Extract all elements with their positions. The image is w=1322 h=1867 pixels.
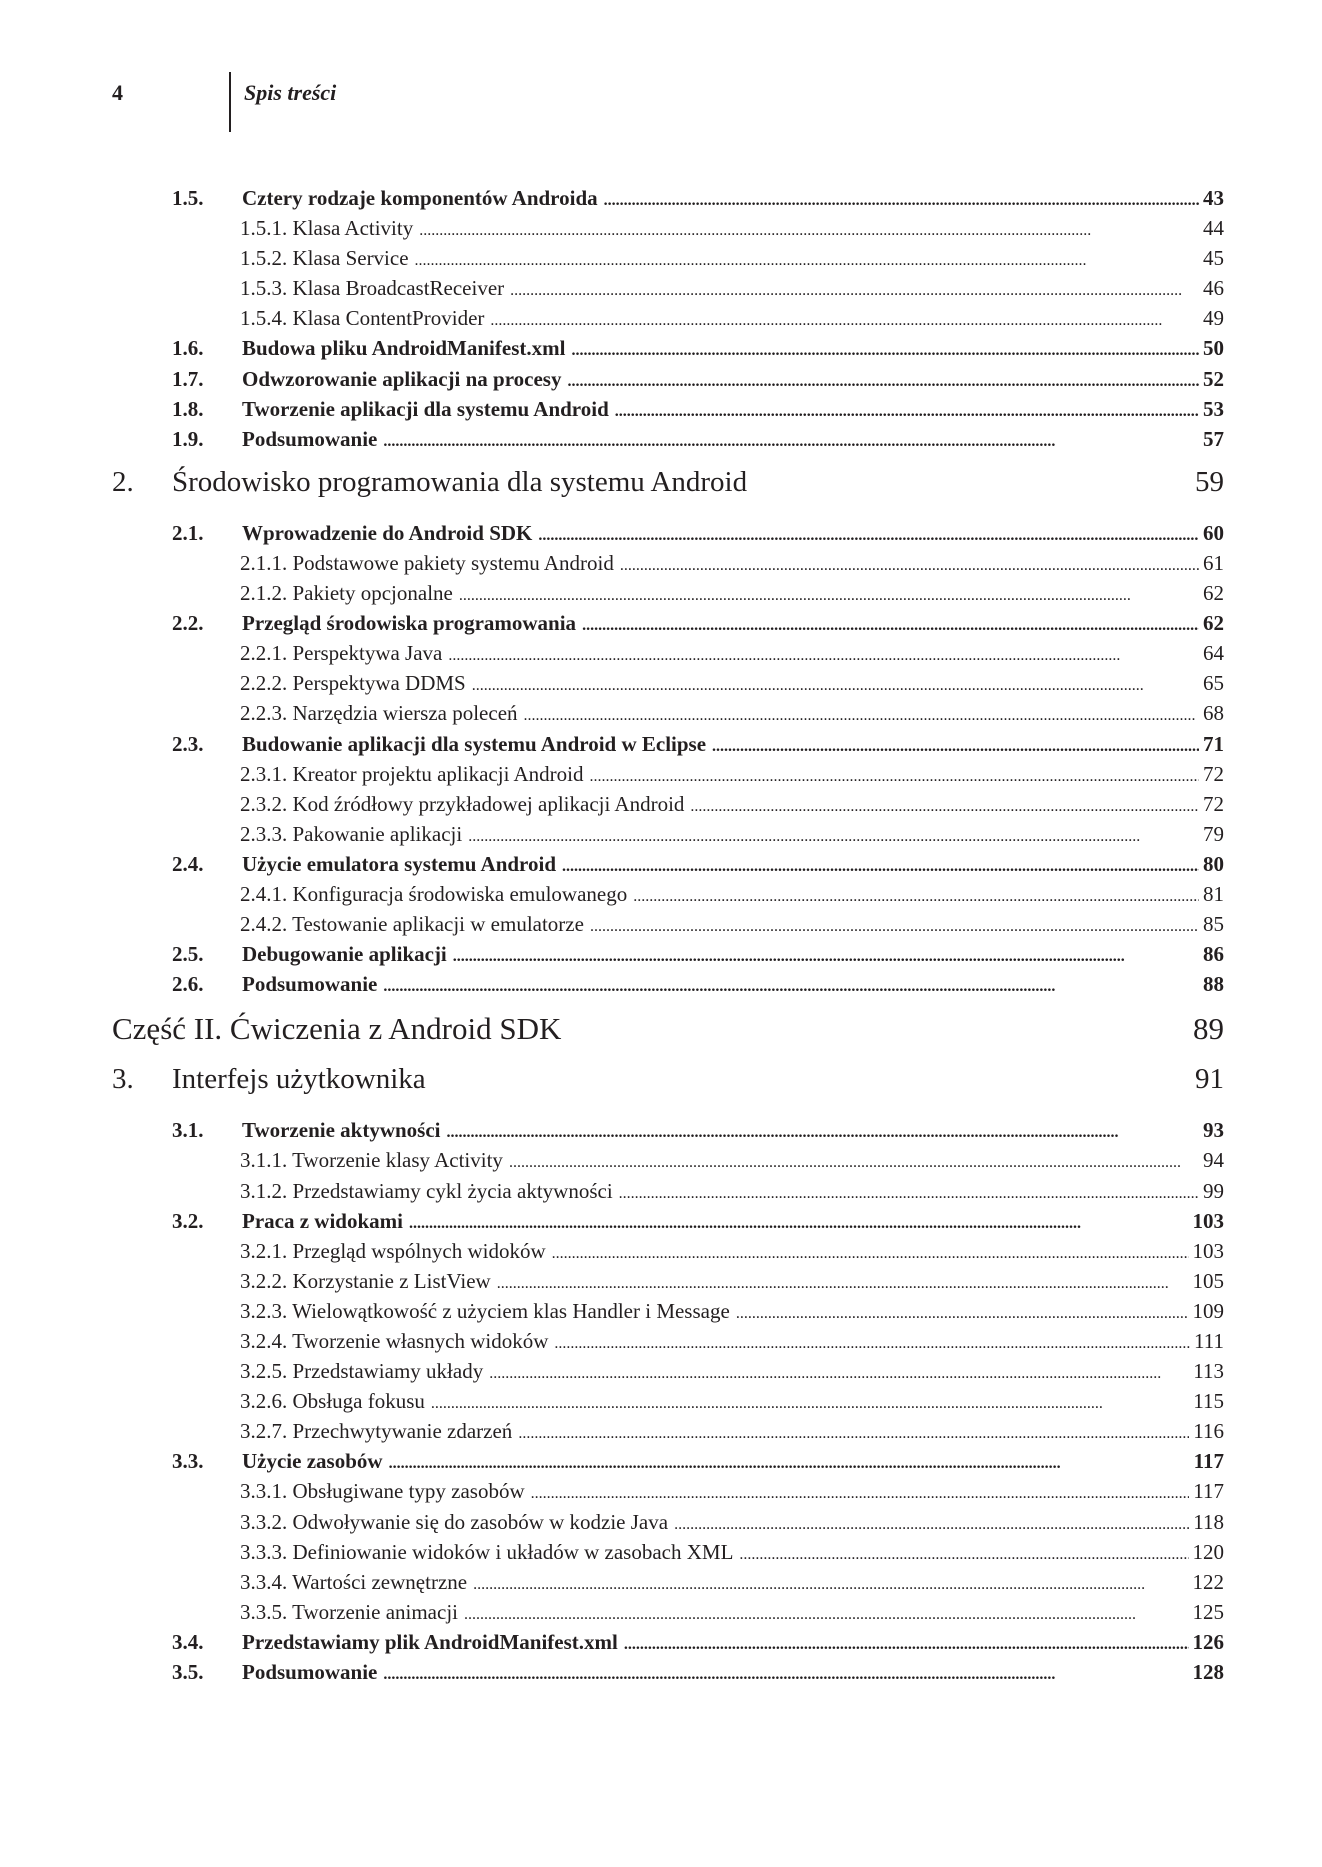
entry-leader-line xyxy=(242,333,1224,366)
section-number: 1.9. xyxy=(172,426,204,451)
entry-title: Odwzorowanie aplikacji na procesy xyxy=(242,364,567,394)
page-number: 4 xyxy=(112,80,123,105)
entry-title: Budowanie aplikacji dla systemu Android w Eclipse xyxy=(242,729,712,759)
entry-page-number: 103 xyxy=(1192,1238,1224,1263)
toc-section-entry[interactable] xyxy=(0,1115,1322,1145)
entry-title: 2.2.2. Perspektywa DDMS xyxy=(240,668,472,698)
toc-subsection-entry[interactable] xyxy=(0,668,1322,698)
entry-page-number: 103 xyxy=(1192,1208,1224,1233)
section-number: 2.5. xyxy=(172,942,204,967)
entry-title: 2.3.1. Kreator projektu aplikacji Android xyxy=(240,759,590,789)
entry-leader-line xyxy=(240,303,1224,336)
dot-leader xyxy=(497,1269,1189,1299)
entry-page-number: 64 xyxy=(1203,641,1224,666)
entry-page-number: 105 xyxy=(1192,1268,1224,1293)
dot-leader xyxy=(690,792,1199,822)
dot-leader xyxy=(571,336,1199,366)
toc-section-entry[interactable] xyxy=(0,1206,1322,1236)
entry-page-number: 109 xyxy=(1192,1298,1224,1323)
dot-leader xyxy=(472,671,1199,701)
entry-leader-line xyxy=(240,1537,1224,1570)
toc-subsection-entry[interactable] xyxy=(0,1326,1322,1356)
dot-leader xyxy=(567,367,1199,397)
toc-subsection-entry[interactable] xyxy=(0,1356,1322,1386)
entry-page-number: 115 xyxy=(1193,1389,1224,1414)
entry-leader-line xyxy=(240,698,1224,731)
dot-leader xyxy=(712,732,1199,762)
dot-leader xyxy=(383,972,1199,1002)
entry-page-number: 111 xyxy=(1194,1329,1224,1353)
entry-title: 3.2.3. Wielowątkowość z użyciem klas Handler i Message xyxy=(240,1296,736,1326)
toc-subsection-entry[interactable] xyxy=(0,1597,1322,1627)
entry-leader-line xyxy=(242,424,1224,457)
entry-page-number: 62 xyxy=(1203,611,1224,636)
section-number: 2.3. xyxy=(172,731,204,756)
entry-title: 3.2.7. Przechwytywanie zdarzeń xyxy=(240,1416,518,1446)
section-number: 3.1. xyxy=(172,1118,204,1143)
entry-leader-line xyxy=(240,1386,1224,1419)
toc-section-entry[interactable] xyxy=(0,1627,1322,1657)
dot-leader xyxy=(453,942,1199,972)
table-of-contents xyxy=(0,183,1322,1687)
dot-leader xyxy=(459,581,1199,611)
dot-leader xyxy=(448,641,1199,671)
toc-subsection-entry[interactable] xyxy=(0,1145,1322,1175)
entry-page-number: 50 xyxy=(1203,336,1224,361)
entry-page-number: 49 xyxy=(1203,306,1224,331)
entry-title: 2.4.2. Testowanie aplikacji w emulatorze xyxy=(240,909,590,939)
dot-leader xyxy=(431,1389,1189,1419)
entry-page-number: 117 xyxy=(1193,1449,1224,1474)
entry-leader-line xyxy=(242,1446,1224,1479)
entry-leader-line xyxy=(242,518,1224,551)
dot-leader xyxy=(582,611,1199,641)
entry-page-number: 117 xyxy=(1193,1479,1224,1504)
entry-title: 1.5.1. Klasa Activity xyxy=(240,213,419,243)
dot-leader xyxy=(590,762,1200,792)
dot-leader xyxy=(524,701,1199,731)
entry-title: 3.2.4. Tworzenie własnych widoków xyxy=(240,1326,554,1356)
entry-leader-line xyxy=(242,849,1224,882)
entry-page-number: 68 xyxy=(1203,701,1224,726)
entry-leader-line xyxy=(242,608,1224,641)
entry-title: Tworzenie aktywności xyxy=(242,1115,447,1145)
entry-title: 2.2.1. Perspektywa Java xyxy=(240,638,448,668)
dot-leader xyxy=(518,1419,1189,1449)
toc-subsection-entry[interactable] xyxy=(0,1567,1322,1597)
entry-page-number: 53 xyxy=(1203,396,1224,421)
part-title: Część II. Ćwiczenia z Android SDK xyxy=(112,1011,562,1047)
entry-leader-line xyxy=(240,1416,1224,1449)
dot-leader xyxy=(510,276,1199,306)
entry-leader-line xyxy=(240,1236,1224,1269)
entry-page-number: 65 xyxy=(1203,671,1224,696)
entry-page-number: 52 xyxy=(1203,366,1224,391)
toc-section-entry[interactable] xyxy=(0,518,1322,548)
section-number: 3.5. xyxy=(172,1660,204,1685)
entry-leader-line xyxy=(240,1597,1224,1630)
entry-leader-line xyxy=(242,394,1224,427)
toc-subsection-entry[interactable] xyxy=(0,243,1322,273)
entry-page-number: 71 xyxy=(1203,731,1224,756)
toc-section-entry[interactable] xyxy=(0,1657,1322,1687)
toc-section-entry[interactable] xyxy=(0,729,1322,759)
entry-page-number: 125 xyxy=(1192,1599,1224,1624)
entry-title: 3.2.1. Przegląd wspólnych widoków xyxy=(240,1236,552,1266)
dot-leader xyxy=(389,1449,1190,1479)
entry-title: Przegląd środowiska programowania xyxy=(242,608,582,638)
entry-leader-line xyxy=(240,1507,1224,1540)
dot-leader xyxy=(620,551,1199,581)
section-number: 2.1. xyxy=(172,520,204,545)
entry-leader-line xyxy=(242,969,1224,1002)
entry-page-number: 72 xyxy=(1203,791,1224,816)
dot-leader xyxy=(415,246,1199,276)
toc-subsection-entry[interactable] xyxy=(0,1416,1322,1446)
entry-title: 3.2.6. Obsługa fokusu xyxy=(240,1386,431,1416)
entry-title: Tworzenie aplikacji dla systemu Android xyxy=(242,394,615,424)
toc-section-entry[interactable] xyxy=(0,394,1322,424)
entry-title: 1.5.3. Klasa BroadcastReceiver xyxy=(240,273,510,303)
entry-leader-line xyxy=(240,1296,1224,1329)
entry-page-number: 43 xyxy=(1203,186,1224,210)
entry-leader-line xyxy=(240,578,1224,611)
entry-leader-line xyxy=(240,668,1224,701)
entry-page-number: 72 xyxy=(1203,761,1224,786)
entry-leader-line xyxy=(240,1145,1224,1178)
entry-title: 3.1.1. Tworzenie klasy Activity xyxy=(240,1145,509,1175)
entry-title: Praca z widokami xyxy=(242,1206,409,1236)
entry-page-number: 99 xyxy=(1203,1178,1224,1203)
entry-title: 3.2.5. Przedstawiamy układy xyxy=(240,1356,489,1386)
entry-title: Użycie zasobów xyxy=(242,1446,389,1476)
section-number: 3.3. xyxy=(172,1449,204,1474)
dot-leader xyxy=(473,1570,1188,1600)
entry-title: 2.1.2. Pakiety opcjonalne xyxy=(240,578,459,608)
entry-title: Cztery rodzaje komponentów Androida xyxy=(242,183,604,213)
toc-subsection-entry[interactable] xyxy=(0,1236,1322,1266)
toc-block-chapter-1 xyxy=(0,183,1322,454)
entry-title: Podsumowanie xyxy=(242,1657,383,1687)
toc-subsection-entry[interactable] xyxy=(0,1296,1322,1326)
dot-leader xyxy=(674,1510,1189,1540)
toc-section-entry[interactable] xyxy=(0,1446,1322,1476)
toc-subsection-entry[interactable] xyxy=(0,213,1322,243)
entry-page-number: 80 xyxy=(1203,851,1224,876)
section-number: 2.6. xyxy=(172,972,204,997)
toc-subsection-entry[interactable] xyxy=(0,698,1322,728)
section-number: 1.8. xyxy=(172,396,204,421)
dot-leader xyxy=(590,912,1199,942)
section-number: 3.2. xyxy=(172,1208,204,1233)
dot-leader xyxy=(489,1359,1189,1389)
toc-section-entry[interactable] xyxy=(0,969,1322,999)
dot-leader xyxy=(409,1209,1189,1239)
entry-page-number: 94 xyxy=(1203,1148,1224,1173)
entry-leader-line xyxy=(242,1657,1224,1690)
entry-page-number: 118 xyxy=(1193,1509,1224,1534)
toc-section-entry[interactable] xyxy=(0,608,1322,638)
entry-leader-line xyxy=(240,1266,1224,1299)
entry-leader-line xyxy=(242,1115,1224,1148)
entry-leader-line xyxy=(242,1627,1224,1660)
entry-page-number: 113 xyxy=(1193,1359,1224,1384)
dot-leader xyxy=(419,216,1199,246)
dot-leader xyxy=(552,1239,1189,1269)
toc-section-entry[interactable] xyxy=(0,364,1322,394)
dot-leader xyxy=(509,1148,1199,1178)
chapter-number: 2. xyxy=(112,465,134,498)
chapter-page: 91 xyxy=(1195,1063,1224,1096)
chapter-page: 59 xyxy=(1195,465,1224,498)
dot-leader xyxy=(604,186,1199,216)
toc-subsection-entry[interactable] xyxy=(0,1537,1322,1567)
entry-title: 3.3.1. Obsługiwane typy zasobów xyxy=(240,1476,531,1506)
entry-leader-line xyxy=(240,273,1224,306)
section-number: 1.6. xyxy=(172,336,204,361)
entry-leader-line xyxy=(242,364,1224,397)
dot-leader xyxy=(383,1660,1188,1690)
entry-title: 2.1.1. Podstawowe pakiety systemu Android xyxy=(240,548,620,578)
dot-leader xyxy=(490,306,1199,336)
entry-leader-line xyxy=(240,1356,1224,1389)
entry-leader-line xyxy=(240,1326,1224,1359)
entry-leader-line xyxy=(242,1206,1224,1239)
entry-leader-line xyxy=(240,548,1224,581)
entry-page-number: 62 xyxy=(1203,581,1224,606)
entry-title: 1.5.2. Klasa Service xyxy=(240,243,415,273)
toc-subsection-entry[interactable] xyxy=(0,1476,1322,1506)
entry-leader-line xyxy=(240,1567,1224,1600)
entry-title: 2.3.3. Pakowanie aplikacji xyxy=(240,819,468,849)
dot-leader xyxy=(531,1479,1190,1509)
entry-leader-line xyxy=(240,909,1224,942)
running-head-title: Spis treści xyxy=(244,80,337,105)
toc-subsection-entry[interactable] xyxy=(0,909,1322,939)
toc-block-chapter-2 xyxy=(0,518,1322,1000)
toc-block-chapter-3 xyxy=(0,1115,1322,1687)
dot-leader xyxy=(554,1329,1190,1359)
entry-title: 2.2.3. Narzędzia wiersza poleceń xyxy=(240,698,524,728)
toc-section-entry[interactable] xyxy=(0,849,1322,879)
entry-page-number: 85 xyxy=(1203,912,1224,937)
toc-subsection-entry[interactable] xyxy=(0,303,1322,333)
dot-leader xyxy=(447,1118,1199,1148)
dot-leader xyxy=(383,427,1199,457)
toc-section-entry[interactable] xyxy=(0,333,1322,363)
entry-title: Przedstawiamy plik AndroidManifest.xml xyxy=(242,1627,624,1657)
toc-subsection-entry[interactable] xyxy=(0,1266,1322,1296)
dot-leader xyxy=(624,1630,1189,1660)
entry-leader-line xyxy=(240,638,1224,671)
entry-leader-line xyxy=(240,243,1224,276)
entry-title: 3.2.2. Korzystanie z ListView xyxy=(240,1266,497,1296)
entry-page-number: 128 xyxy=(1192,1660,1224,1685)
toc-part-2[interactable] xyxy=(0,1003,1322,1059)
entry-page-number: 120 xyxy=(1192,1539,1224,1564)
toc-section-entry[interactable] xyxy=(0,424,1322,454)
entry-title: Budowa pliku AndroidManifest.xml xyxy=(242,333,571,363)
entry-leader-line xyxy=(242,939,1224,972)
entry-page-number: 116 xyxy=(1193,1419,1224,1444)
entry-title: Podsumowanie xyxy=(242,424,383,454)
dot-leader xyxy=(633,882,1199,912)
entry-leader-line xyxy=(240,789,1224,822)
toc-subsection-entry[interactable] xyxy=(0,1386,1322,1416)
toc-chapter-2[interactable] xyxy=(0,454,1322,518)
section-number: 1.7. xyxy=(172,366,204,391)
entry-title: 3.3.3. Definiowanie widoków i układów w zasobach XML xyxy=(240,1537,739,1567)
dot-leader xyxy=(736,1299,1189,1329)
entry-page-number: 57 xyxy=(1203,426,1224,451)
page-header xyxy=(0,0,1322,140)
entry-title: 3.3.4. Wartości zewnętrzne xyxy=(240,1567,473,1597)
entry-page-number: 60 xyxy=(1203,520,1224,545)
entry-page-number: 122 xyxy=(1192,1569,1224,1594)
toc-section-entry[interactable] xyxy=(0,939,1322,969)
entry-page-number: 45 xyxy=(1203,246,1224,271)
entry-page-number: 81 xyxy=(1203,881,1224,906)
entry-title: 2.4.1. Konfiguracja środowiska emulowanego xyxy=(240,879,633,909)
section-number: 2.2. xyxy=(172,611,204,636)
toc-subsection-entry[interactable] xyxy=(0,1507,1322,1537)
entry-page-number: 86 xyxy=(1203,942,1224,967)
entry-leader-line xyxy=(240,1176,1224,1209)
entry-page-number: 88 xyxy=(1203,972,1224,997)
entry-title: Podsumowanie xyxy=(242,969,383,999)
part-page: 89 xyxy=(1193,1011,1224,1047)
entry-title: 1.5.4. Klasa ContentProvider xyxy=(240,303,490,333)
entry-page-number: 79 xyxy=(1203,821,1224,846)
dot-leader xyxy=(538,521,1199,551)
dot-leader xyxy=(619,1179,1199,1209)
section-number: 3.4. xyxy=(172,1629,204,1654)
dot-leader xyxy=(562,852,1199,882)
dot-leader xyxy=(464,1600,1189,1630)
dot-leader xyxy=(615,397,1199,427)
toc-chapter-3[interactable] xyxy=(0,1059,1322,1115)
entry-leader-line xyxy=(240,213,1224,246)
entry-page-number: 93 xyxy=(1203,1118,1224,1143)
entry-leader-line xyxy=(242,729,1224,762)
entry-page-number: 126 xyxy=(1192,1629,1224,1654)
section-number: 2.4. xyxy=(172,851,204,876)
toc-subsection-entry[interactable] xyxy=(0,819,1322,849)
chapter-title: Środowisko programowania dla systemu Android xyxy=(172,465,748,498)
entry-title: 3.3.2. Odwoływanie się do zasobów w kodzie Java xyxy=(240,1507,674,1537)
toc-subsection-entry[interactable] xyxy=(0,548,1322,578)
entry-leader-line xyxy=(240,879,1224,912)
toc-subsection-entry[interactable] xyxy=(0,759,1322,789)
toc-subsection-entry[interactable] xyxy=(0,789,1322,819)
entry-title: Debugowanie aplikacji xyxy=(242,939,453,969)
entry-leader-line xyxy=(240,819,1224,852)
chapter-number: 3. xyxy=(112,1063,134,1096)
entry-title: 2.3.2. Kod źródłowy przykładowej aplikacji Android xyxy=(240,789,690,819)
chapter-title: Interfejs użytkownika xyxy=(172,1063,426,1096)
toc-subsection-entry[interactable] xyxy=(0,1176,1322,1206)
dot-leader xyxy=(468,822,1199,852)
entry-title: 3.3.5. Tworzenie animacji xyxy=(240,1597,464,1627)
dot-leader xyxy=(739,1540,1188,1570)
header-divider xyxy=(229,72,231,132)
toc-subsection-entry[interactable] xyxy=(0,638,1322,668)
entry-page-number: 61 xyxy=(1203,550,1224,575)
entry-title: Wprowadzenie do Android SDK xyxy=(242,518,538,548)
entry-leader-line xyxy=(242,183,1224,216)
entry-page-number: 46 xyxy=(1203,276,1224,301)
entry-title: 3.1.2. Przedstawiamy cykl życia aktywności xyxy=(240,1176,619,1206)
toc-subsection-entry[interactable] xyxy=(0,273,1322,303)
entry-title: Użycie emulatora systemu Android xyxy=(242,849,562,879)
toc-section-entry[interactable] xyxy=(0,183,1322,213)
toc-subsection-entry[interactable] xyxy=(0,879,1322,909)
entry-leader-line xyxy=(240,759,1224,792)
entry-leader-line xyxy=(240,1476,1224,1509)
section-number: 1.5. xyxy=(172,186,204,210)
toc-subsection-entry[interactable] xyxy=(0,578,1322,608)
entry-page-number: 44 xyxy=(1203,216,1224,241)
